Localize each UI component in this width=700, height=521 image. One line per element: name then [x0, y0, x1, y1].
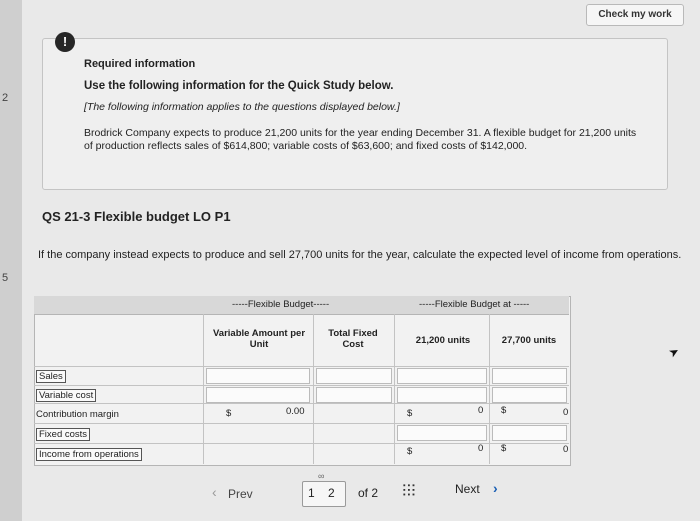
col-variable-amount: Variable Amount per Unit	[212, 328, 306, 350]
row-label-fixed-costs[interactable]: Fixed costs	[36, 428, 90, 441]
row-label-sales[interactable]: Sales	[36, 370, 66, 383]
page-strip	[0, 0, 23, 521]
col-divider	[394, 314, 395, 464]
col-divider	[313, 314, 314, 464]
page-1-link[interactable]: 1	[308, 486, 315, 500]
dollar-sign: $	[226, 408, 232, 419]
sales-21200-input[interactable]	[397, 368, 487, 384]
contribution-27700-value: 0	[563, 407, 569, 418]
row-divider	[34, 403, 569, 404]
company-description: Brodrick Company expects to produce 21,200 units for the year ending December 31. A flexible budget for 21,200 units of production reflects sales of $614,800; variable costs of $63,600; and fixed costs of $142,000.	[84, 127, 637, 152]
variable-cost-27700-input[interactable]	[492, 387, 567, 403]
question-number-5[interactable]: 5	[2, 272, 9, 284]
col-divider	[489, 314, 490, 464]
grid-icon[interactable]	[402, 483, 416, 497]
flexible-budget-at-group-label: -----Flexible Budget at -----	[419, 299, 530, 310]
contribution-21200-value: 0	[478, 405, 484, 416]
fixed-costs-27700-input[interactable]	[492, 425, 567, 441]
required-info-title: Required information	[84, 58, 196, 70]
next-button[interactable]: Next	[455, 482, 480, 496]
question-title: QS 21-3 Flexible budget LO P1	[42, 209, 231, 224]
dollar-sign: $	[407, 446, 413, 457]
income-27700-value: 0	[563, 444, 569, 455]
variable-cost-21200-input[interactable]	[397, 387, 487, 403]
fixed-costs-21200-input[interactable]	[397, 425, 487, 441]
dollar-sign: $	[501, 405, 507, 416]
prev-button[interactable]: Prev	[228, 487, 253, 501]
chevron-right-icon[interactable]: ›	[493, 480, 498, 496]
dollar-sign: $	[407, 408, 413, 419]
col-divider	[203, 314, 204, 464]
flexible-budget-group-label: -----Flexible Budget-----	[232, 299, 330, 310]
row-divider	[34, 423, 569, 424]
contribution-variable-value: 0.00	[286, 406, 305, 417]
applies-note: [The following information applies to the questions displayed below.]	[84, 101, 400, 113]
use-info-text: Use the following information for the Quick Study below.	[84, 80, 394, 92]
link-icon: ∞	[318, 471, 325, 481]
alert-icon: !	[55, 32, 75, 52]
variable-cost-variable-input[interactable]	[206, 387, 310, 403]
row-divider	[34, 366, 569, 367]
row-divider	[34, 443, 569, 444]
check-my-work-button[interactable]: Check my work	[586, 4, 684, 26]
row-label-variable-cost[interactable]: Variable cost	[36, 389, 96, 402]
col-21200-units: 21,200 units	[415, 335, 471, 346]
question-text: If the company instead expects to produce and sell 27,700 units for the year, calculate the expected level of income from operations.	[38, 249, 682, 261]
chevron-left-icon[interactable]: ‹	[212, 484, 217, 500]
page-2-link[interactable]: 2	[328, 486, 335, 500]
variable-cost-fixed-input[interactable]	[316, 387, 392, 403]
dollar-sign: $	[501, 443, 507, 454]
row-label-income-from-operations[interactable]: Income from operations	[36, 448, 142, 461]
cursor-icon: ➤	[666, 343, 682, 361]
sales-27700-input[interactable]	[492, 368, 567, 384]
income-21200-value: 0	[478, 443, 484, 454]
row-label-contribution-margin: Contribution margin	[36, 409, 119, 420]
page-of-label: of 2	[358, 486, 379, 500]
col-27700-units: 27,700 units	[501, 335, 557, 346]
sales-fixed-input[interactable]	[316, 368, 392, 384]
row-divider	[34, 385, 569, 386]
question-number-2[interactable]: 2	[2, 92, 9, 104]
col-total-fixed-cost: Total Fixed Cost	[328, 328, 378, 350]
sales-variable-input[interactable]	[206, 368, 310, 384]
